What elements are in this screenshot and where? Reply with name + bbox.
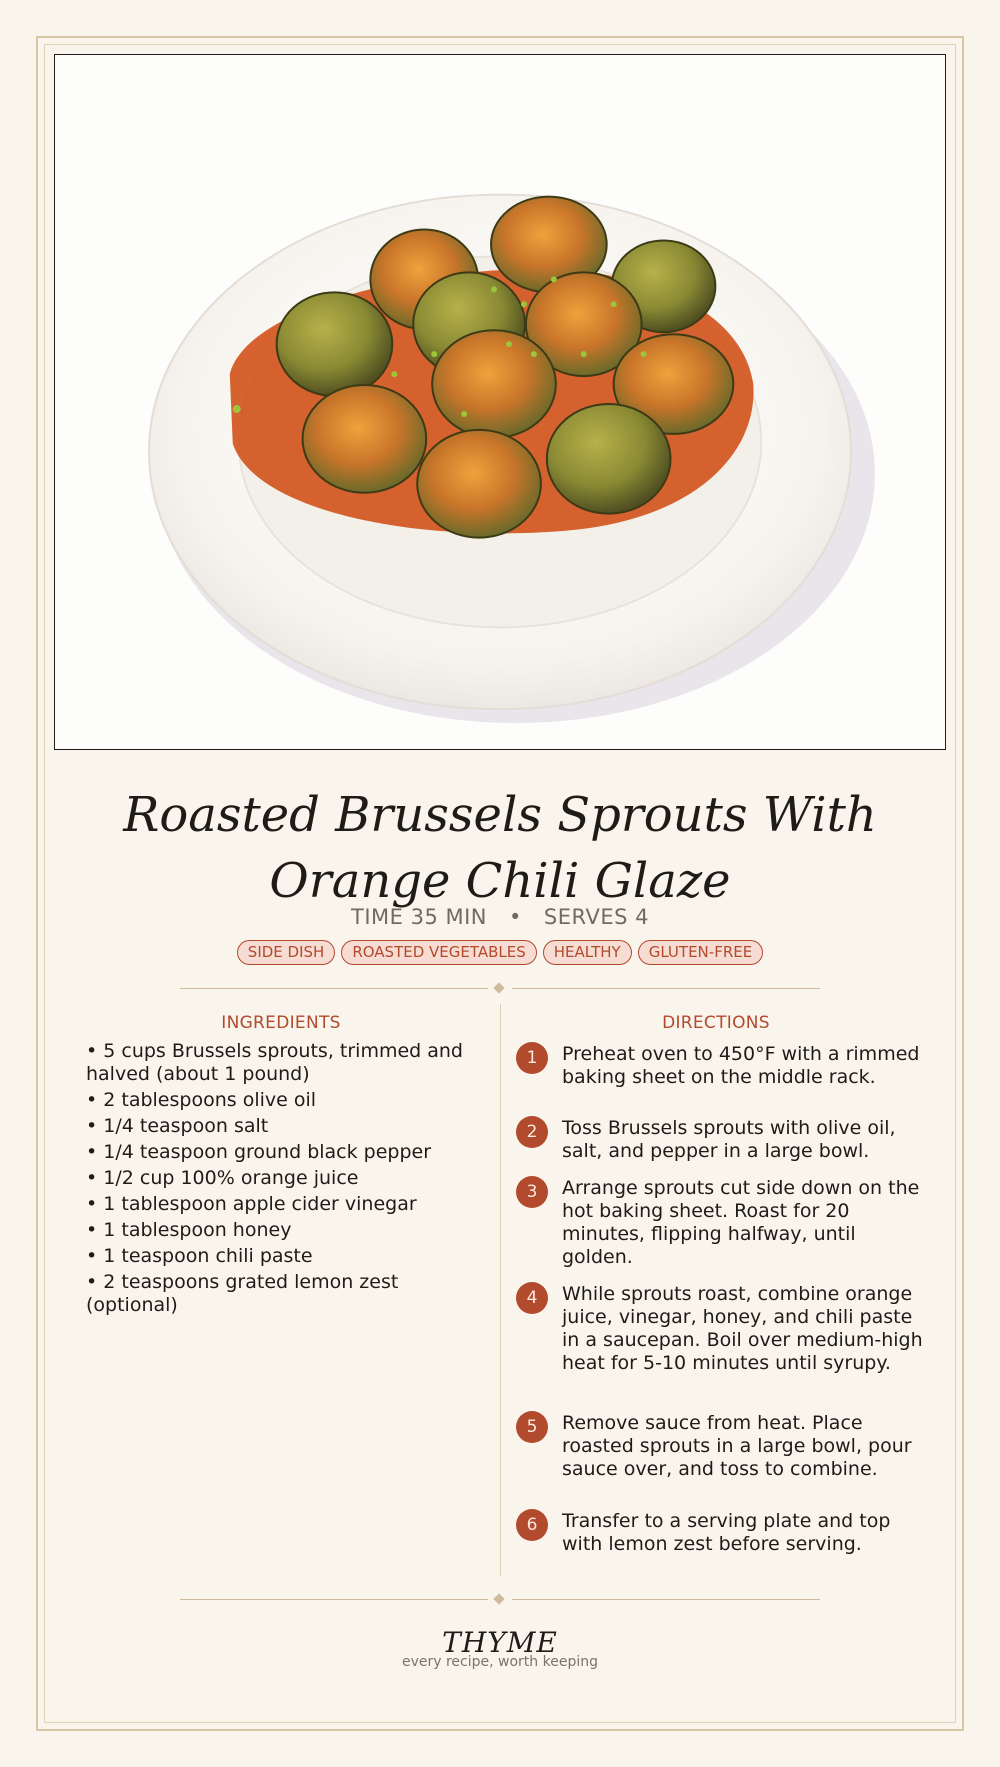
divider-diamond — [493, 982, 504, 993]
divider-diamond — [493, 1593, 504, 1604]
direction-step-3 — [516, 1174, 926, 1268]
step-number-badge: 4 — [516, 1282, 548, 1314]
ingredient-item: • 1/4 teaspoon salt — [86, 1115, 476, 1138]
step-text: Remove sauce from heat. Place roasted sprouts in a large bowl, pour sauce over, and toss to combine. — [562, 1412, 912, 1480]
dish-illustration — [55, 55, 945, 749]
direction-step-1 — [516, 1040, 926, 1120]
recipe-meta — [0, 905, 1000, 929]
direction-step-4 — [516, 1280, 926, 1374]
tag-gluten-free[interactable]: GLUTEN-FREE — [638, 940, 764, 965]
step-text: Transfer to a serving plate and top with lemon zest before serving. — [562, 1510, 891, 1555]
tag-healthy[interactable]: HEALTHY — [543, 940, 632, 965]
step-number-badge: 1 — [516, 1042, 548, 1074]
meta-separator: • — [509, 905, 522, 929]
direction-step-5 — [516, 1409, 926, 1489]
tag-roasted-vegetables[interactable]: ROASTED VEGETABLES — [341, 940, 536, 965]
divider-line — [180, 1599, 488, 1600]
time-label: TIME 35 MIN — [351, 905, 488, 929]
tag-list — [0, 940, 1000, 965]
recipe-title: Roasted Brussels Sprouts With Orange Chili Glaze — [123, 787, 877, 909]
dish-photo — [54, 54, 946, 750]
divider-bottom — [180, 1593, 820, 1607]
step-number-badge: 2 — [516, 1116, 548, 1148]
ingredient-item: • 1/4 teaspoon ground black pepper — [86, 1141, 476, 1164]
tag-side-dish[interactable]: SIDE DISH — [237, 940, 336, 965]
divider-line — [512, 1599, 820, 1600]
step-number-badge: 5 — [516, 1411, 548, 1443]
divider-line — [512, 988, 820, 989]
column-divider — [500, 1004, 501, 1576]
direction-step-6 — [516, 1507, 926, 1587]
step-text: While sprouts roast, combine orange juice, vinegar, honey, and chili paste in a saucepan. Boil over medium-high heat for 5-10 minutes until syrupy. — [562, 1283, 923, 1374]
serves-label: SERVES 4 — [543, 905, 649, 929]
ingredients-list — [86, 1040, 476, 1320]
brand-tagline: every recipe, worth keeping — [401, 1654, 598, 1670]
brand-logo: THYME — [442, 1626, 558, 1659]
divider-top — [180, 982, 820, 996]
ingredient-item: • 1 tablespoon honey — [86, 1219, 476, 1242]
step-number-badge: 6 — [516, 1509, 548, 1541]
step-text: Arrange sprouts cut side down on the hot baking sheet. Roast for 20 minutes, flipping halfway, until golden. — [562, 1177, 920, 1268]
step-text: Preheat oven to 450°F with a rimmed baking sheet on the middle rack. — [562, 1043, 920, 1088]
ingredient-item: • 5 cups Brussels sprouts, trimmed and halved (about 1 pound) — [86, 1040, 476, 1086]
ingredient-item: • 2 teaspoons grated lemon zest (optional) — [86, 1271, 476, 1317]
step-number-badge: 3 — [516, 1176, 548, 1208]
step-text: Toss Brussels sprouts with olive oil, salt, and pepper in a large bowl. — [562, 1117, 896, 1162]
ingredient-item: • 1/2 cup 100% orange juice — [86, 1167, 476, 1190]
ingredients-heading: INGREDIENTS — [221, 1013, 341, 1033]
divider-line — [180, 988, 488, 989]
ingredient-item: • 1 teaspoon chili paste — [86, 1245, 476, 1268]
ingredient-item: • 2 tablespoons olive oil — [86, 1089, 476, 1112]
directions-heading: DIRECTIONS — [662, 1013, 770, 1033]
ingredient-item: • 1 tablespoon apple cider vinegar — [86, 1193, 476, 1216]
